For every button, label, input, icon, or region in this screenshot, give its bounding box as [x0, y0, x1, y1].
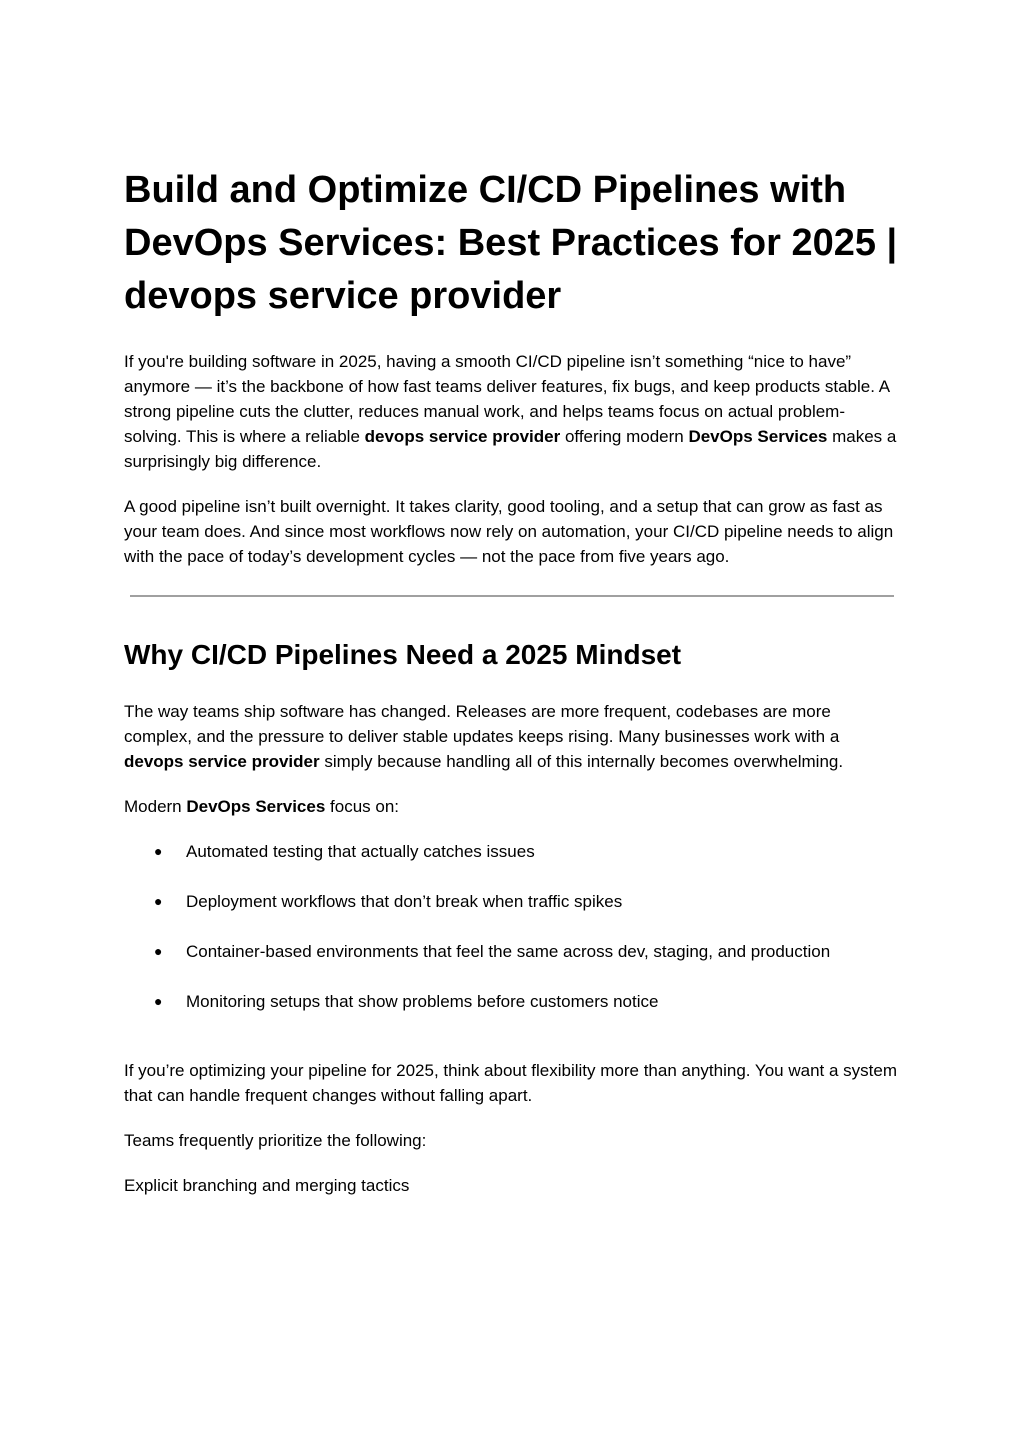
section-heading: Why CI/CD Pipelines Need a 2025 Mindset: [124, 639, 682, 670]
text: focus on:: [325, 797, 400, 816]
paragraph: Explicit branching and merging tactics: [124, 1176, 410, 1195]
bold-text: DevOps Services: [186, 797, 326, 816]
text: simply because handling all of this internally becomes overwhelming.: [319, 752, 844, 771]
list-item: ● Monitoring setups that show problems before customers notice: [124, 989, 900, 1014]
text: The way teams ship software has changed. Releases are more frequent, codebases are more complex, and the pressure to deliver stable updates keeps rising. Many businesses work with a: [124, 702, 840, 746]
paragraph: [124, 794, 900, 819]
bold-text: devops service provider: [124, 752, 320, 771]
text: Modern: [124, 797, 187, 816]
divider: [130, 595, 894, 597]
list-item: ● Container-based environments that feel the same across dev, staging, and production: [124, 939, 900, 964]
paragraph: Teams frequently prioritize the following:: [124, 1131, 427, 1150]
paragraph: If you’re optimizing your pipeline for 2025, think about flexibility more than anything. You want a system that can handle frequent changes without falling apart.: [124, 1061, 897, 1105]
paragraph: [124, 699, 900, 774]
bold-text: devops service provider: [364, 427, 561, 446]
intro-paragraph: [124, 349, 900, 474]
text: If you're building software in 2025, having a smooth CI/CD pipeline isn’t something “nice to have” anymore — it’s the backbone of how fast teams deliver features, fix bugs, and keep products stable. A strong pipeline cuts the clutter, reduces manual work, and helps teams focus on actual problem-solving. This is where a reliable: [124, 352, 890, 446]
intro-paragraph-2: A good pipeline isn’t built overnight. It takes clarity, good tooling, and a setup that can grow as fast as your team does. And since most workflows now rely on automation, your CI/CD pipeline needs to align with the pace of today’s development cycles — not the pace from five years ago.: [124, 497, 894, 566]
page-title: Build and Optimize CI/CD Pipelines with DevOps Services: Best Practices for 2025 | devops service provider: [124, 169, 898, 317]
bullet-list: [124, 839, 900, 1014]
text: makes a surprisingly big difference.: [124, 427, 897, 471]
list-item: ● Deployment workflows that don’t break when traffic spikes: [124, 889, 900, 914]
list-item: ● Automated testing that actually catches issues: [124, 839, 900, 864]
document-content: [124, 164, 900, 1218]
text: offering modern: [560, 427, 689, 446]
bold-text: DevOps Services: [688, 427, 828, 446]
